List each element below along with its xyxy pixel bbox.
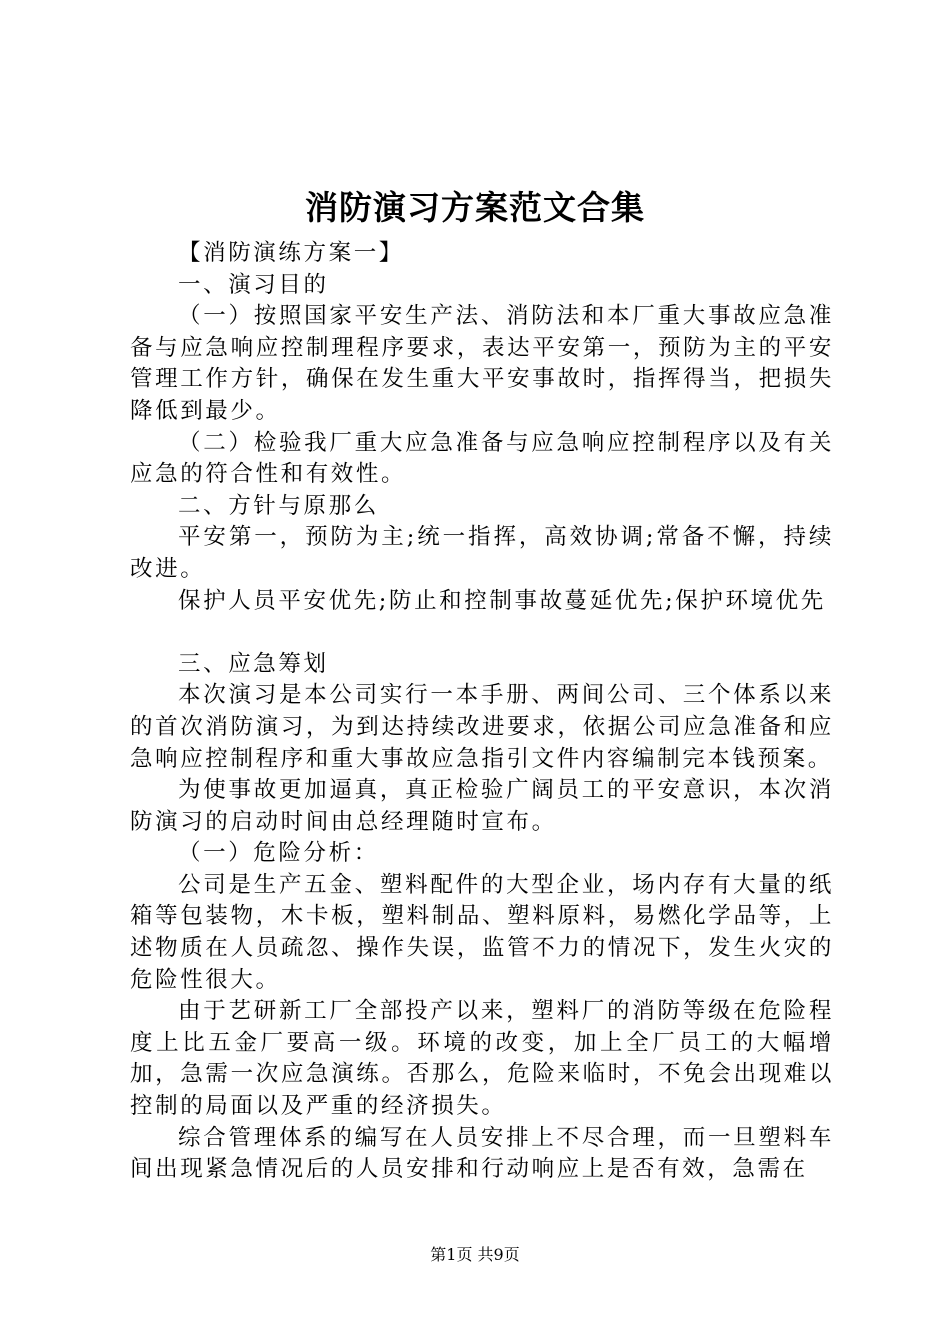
body-paragraph: （二）检验我厂重大应急准备与应急响应控制程序以及有关应急的符合性和有效性。 [130, 429, 834, 488]
document-title: 消防演习方案范文合集 [305, 188, 645, 227]
page-number: 第1页 共9页 [430, 1245, 520, 1264]
subsection-heading: （一）危险分析： [178, 840, 379, 867]
body-paragraph: 为使事故更加逼真，真正检验广阔员工的平安意识，本次消防演习的启动时间由总经理随时宣布。 [130, 777, 834, 835]
document-body [130, 238, 834, 1186]
body-paragraph: 公司是生产五金、塑料配件的大型企业，场内存有大量的纸箱等包装物，木卡板，塑料制品、塑料原料，易燃化学品等，上述物质在人员疏忽、操作失误，监管不力的情况下，发生火灾的危险性很大。 [130, 871, 834, 993]
subsection-heading: 二、方针与原那么 [178, 492, 379, 519]
body-paragraph: 平安第一，预防为主;统一指挥，高效协调;常备不懈，持续改进。 [130, 524, 834, 582]
subsection-heading: 三、应急筹划 [178, 650, 329, 677]
body-paragraph: 由于艺研新工厂全部投产以来，塑料厂的消防等级在危险程度上比五金厂要高一级。环境的改变，加上全厂员工的大幅增加，急需一次应急演练。否那么，危险来临时，不免会出现难以控制的局面以及严重的经济损失。 [130, 998, 834, 1120]
body-paragraph: 本次演习是本公司实行一本手册、两间公司、三个体系以来的首次消防演习，为到达持续改进要求，依据公司应急准备和应急响应控制程序和重大事故应急指引文件内容编制完本钱预案。 [130, 682, 834, 772]
body-paragraph: 综合管理体系的编写在人员安排上不尽合理，而一旦塑料车间出现紧急情况后的人员安排和行动响应上是否有效，急需在 [130, 1124, 834, 1183]
body-paragraph: （一）按照国家平安生产法、消防法和本厂重大事故应急准备与应急响应控制理程序要求，表达平安第一，预防为主的平安管理工作方针，确保在发生重大平安事故时，指挥得当，把损失降低到最少。 [130, 303, 834, 424]
body-paragraph: 保护人员平安优先;防止和控制事故蔓延优先;保护环境优先 [178, 587, 826, 614]
subsection-heading: 一、演习目的 [178, 271, 329, 298]
page-footer [0, 1244, 950, 1266]
section-heading: 【消防演练方案一】 [178, 240, 404, 266]
blank-line [130, 617, 834, 649]
